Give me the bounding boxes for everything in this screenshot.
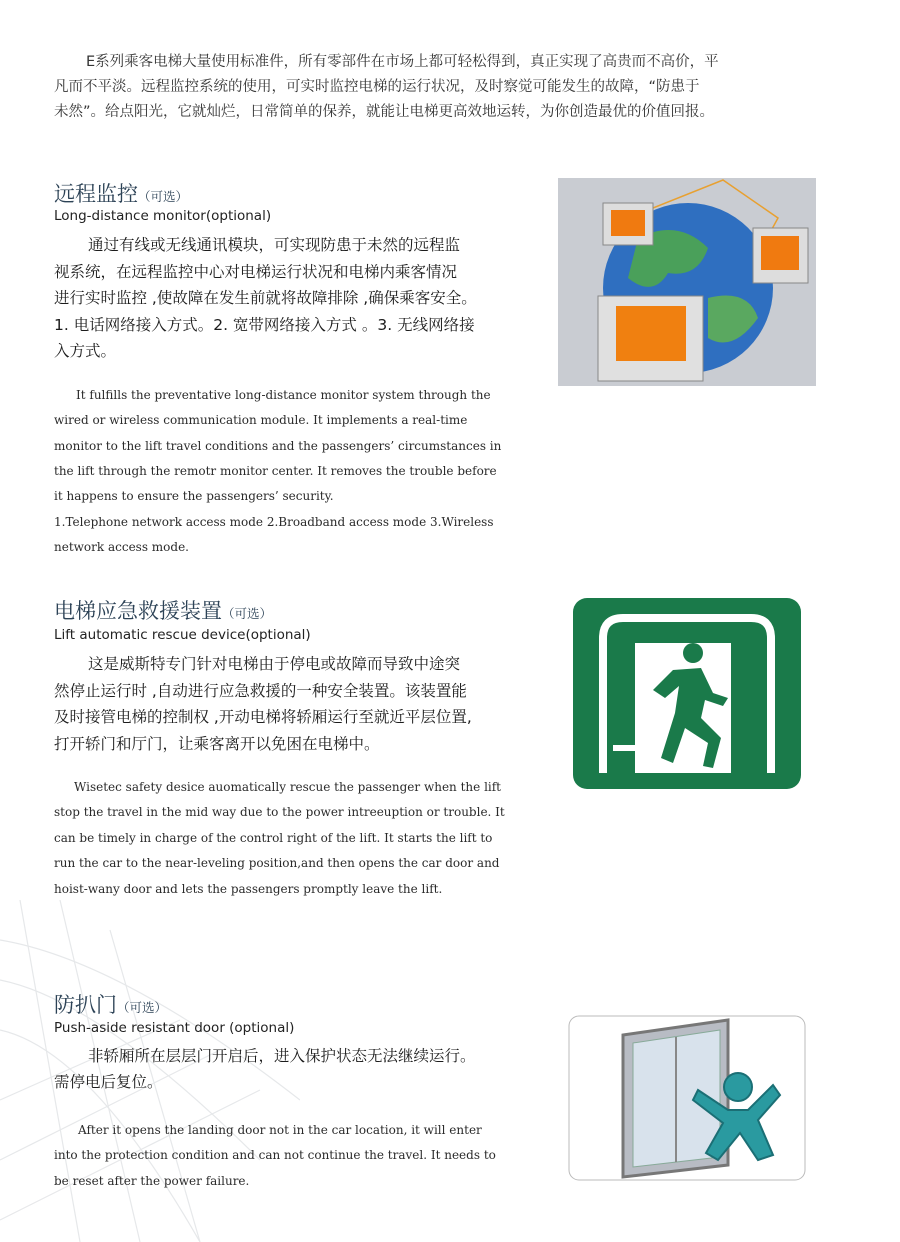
- english-body-line: run the car to the near-leveling position,and then opens the car door and: [54, 856, 500, 871]
- english-body-line: monitor to the lift travel conditions and the passengers’ circumstances in: [54, 438, 502, 453]
- english-body-line: it happens to ensure the passengers’ security.: [54, 489, 334, 504]
- optional-label: （可选）: [138, 189, 189, 204]
- chinese-body-line: 进行实时监控 ,使故障在发生前就将故障排除 ,确保乘客安全。: [54, 289, 477, 308]
- section-subtitle: Lift automatic rescue device(optional): [54, 627, 311, 643]
- english-body-line: the lift through the remotr monitor center. It removes the trouble before: [54, 463, 497, 478]
- optional-label: （可选）: [222, 606, 273, 621]
- monitor-icon: [603, 203, 653, 245]
- chinese-body-line: 非轿厢所在层层门开启后，进入保护状态无法继续运行。: [88, 1047, 476, 1065]
- english-body-line: wired or wireless communication module. It implements a real-time: [54, 413, 468, 428]
- chinese-body-line: 这是威斯特专门针对电梯由于停电或故障而导致中途突: [88, 655, 461, 673]
- section-title-text: 电梯应急救援装置: [54, 599, 222, 623]
- english-body-line: network access mode.: [54, 539, 189, 554]
- intro-line: E系列乘客电梯大量使用标准件，所有零部件在市场上都可轻松得到，真正实现了高贵而不高价，平: [86, 54, 719, 70]
- chinese-body-line: 需停电后复位。: [54, 1073, 163, 1091]
- english-body-line: be reset after the power failure.: [54, 1173, 250, 1188]
- chinese-body-line: 然停止运行时 ,自动进行应急救援的一种安全装置。该装置能: [54, 681, 467, 700]
- push-aside-door-image: [568, 1015, 806, 1181]
- chinese-body-line: 1. 电话网络接入方式。2. 宽带网络接入方式 。3. 无线网络接: [54, 315, 475, 334]
- english-body-line: stop the travel in the mid way due to the power intreeuption or trouble. It: [54, 805, 505, 820]
- chinese-body-line: 通过有线或无线通讯模块，可实现防患于未然的远程监: [88, 236, 461, 254]
- english-body-line: After it opens the landing door not in the car location, it will enter: [78, 1123, 482, 1137]
- english-body-line: hoist-wany door and lets the passengers promptly leave the lift.: [54, 881, 443, 896]
- english-body-line: Wisetec safety desice auomatically rescue the passenger when the lift: [74, 780, 502, 794]
- english-body-line: It fulfills the preventative long-distance monitor system through the: [76, 388, 491, 402]
- english-body-line: can be timely in charge of the control right of the lift. It starts the lift to: [54, 830, 493, 845]
- section-title: [54, 178, 188, 208]
- chinese-body-line: 及时接管电梯的控制权 ,开动电梯将轿厢运行至就近平层位置,: [54, 708, 472, 727]
- remote-monitor-image: [558, 178, 816, 386]
- emergency-exit-sign-image: [573, 598, 801, 789]
- english-body-line: 1.Telephone network access mode 2.Broadband access mode 3.Wireless: [54, 514, 494, 529]
- chinese-body-line: 入方式。: [54, 342, 117, 361]
- section-title-text: 防扒门: [54, 993, 117, 1017]
- optional-label: （可选）: [117, 1000, 168, 1015]
- section-title: [54, 595, 272, 625]
- section-subtitle: Push-aside resistant door (optional): [54, 1020, 295, 1036]
- chinese-body-line: 视系统，在远程监控中心对电梯运行状况和电梯内乘客情况: [54, 262, 458, 281]
- english-body-line: into the protection condition and can not continue the travel. It needs to: [54, 1148, 496, 1163]
- section-title-text: 远程监控: [54, 182, 138, 206]
- chinese-body-line: 打开轿门和厅门，让乘客离开以免困在电梯中。: [54, 734, 380, 753]
- intro-line: 未然”。给点阳光，它就灿烂，日常简单的保养，就能让电梯更高效地运转，为你创造最优的价值回报。: [54, 104, 715, 120]
- section-subtitle: Long-distance monitor(optional): [54, 208, 272, 224]
- intro-line: 凡而不平淡。远程监控系统的使用，可实时监控电梯的运行状况，及时察觉可能发生的故障，“防患于: [54, 79, 700, 95]
- section-title: [54, 989, 167, 1019]
